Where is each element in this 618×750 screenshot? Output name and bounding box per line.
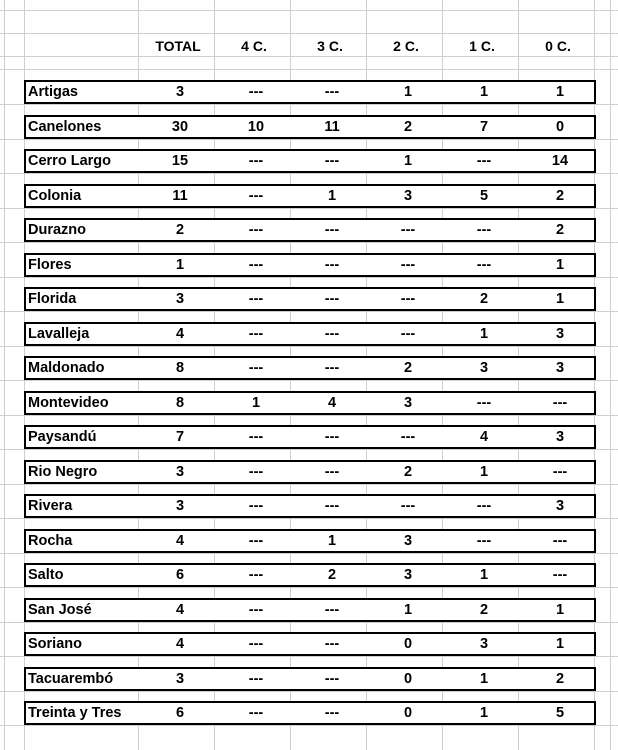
- table-row: [24, 218, 596, 242]
- department-name: Canelones: [28, 119, 102, 135]
- table-cell: 1: [327, 188, 337, 204]
- table-cell: 3: [555, 360, 565, 376]
- gridline-horizontal: [0, 56, 618, 57]
- table-cell: ---: [248, 567, 264, 583]
- table-row: [24, 667, 596, 691]
- table-cell: 3: [403, 188, 413, 204]
- table-cell: 0: [555, 119, 565, 135]
- table-cell: ---: [324, 429, 340, 445]
- table-cell: ---: [248, 291, 264, 307]
- table-cell: 4: [175, 602, 185, 618]
- table-cell: 1: [479, 567, 489, 583]
- table-row: [24, 322, 596, 346]
- table-cell: ---: [248, 636, 264, 652]
- table-row: [24, 115, 596, 139]
- table-cell: 2: [555, 188, 565, 204]
- header-row: [24, 36, 594, 56]
- department-name: San José: [28, 602, 92, 618]
- gridline-vertical: [4, 0, 5, 750]
- table-cell: 3: [175, 291, 185, 307]
- department-name: Cerro Largo: [28, 153, 111, 169]
- table-cell: ---: [248, 257, 264, 273]
- table-row: [24, 494, 596, 518]
- table-cell: 11: [172, 188, 188, 204]
- department-name: Salto: [28, 567, 64, 583]
- table-cell: 15: [171, 153, 189, 169]
- table-cell: 4: [175, 533, 185, 549]
- table-cell: 1: [403, 602, 413, 618]
- gridline-horizontal: [0, 242, 618, 243]
- table-cell: ---: [552, 567, 568, 583]
- header-1c: 1 C.: [469, 38, 495, 54]
- gridline-horizontal: [0, 380, 618, 381]
- table-cell: 1: [555, 291, 565, 307]
- department-name: Montevideo: [28, 395, 109, 411]
- gridline-horizontal: [0, 104, 618, 105]
- table-cell: 0: [403, 705, 413, 721]
- table-cell: ---: [324, 291, 340, 307]
- gridline-horizontal: [0, 656, 618, 657]
- table-cell: 2: [555, 671, 565, 687]
- department-name: Rocha: [28, 533, 73, 549]
- table-cell: ---: [476, 257, 492, 273]
- table-cell: 1: [403, 84, 413, 100]
- table-cell: 1: [555, 84, 565, 100]
- table-row: [24, 149, 596, 173]
- table-cell: 2: [403, 119, 413, 135]
- table-cell: ---: [324, 705, 340, 721]
- table-cell: 2: [403, 464, 413, 480]
- gridline-horizontal: [0, 449, 618, 450]
- table-cell: 1: [555, 257, 565, 273]
- table-cell: 4: [479, 429, 489, 445]
- table-row: [24, 80, 596, 104]
- gridline-horizontal: [0, 691, 618, 692]
- table-cell: 7: [175, 429, 185, 445]
- table-cell: ---: [248, 498, 264, 514]
- table-cell: ---: [476, 533, 492, 549]
- table-cell: 3: [555, 429, 565, 445]
- department-name: Artigas: [28, 84, 78, 100]
- table-cell: 1: [175, 257, 185, 273]
- table-cell: ---: [476, 222, 492, 238]
- table-cell: 11: [324, 119, 340, 135]
- table-cell: 5: [555, 705, 565, 721]
- department-name: Paysandú: [28, 429, 97, 445]
- table-cell: 4: [175, 326, 185, 342]
- table-cell: ---: [248, 429, 264, 445]
- table-cell: 3: [403, 395, 413, 411]
- table-cell: ---: [248, 326, 264, 342]
- table-cell: 1: [251, 395, 261, 411]
- table-cell: 4: [327, 395, 337, 411]
- table-cell: ---: [400, 257, 416, 273]
- table-cell: ---: [248, 464, 264, 480]
- table-cell: ---: [324, 360, 340, 376]
- table-cell: 30: [171, 119, 189, 135]
- gridline-horizontal: [0, 139, 618, 140]
- table-cell: ---: [552, 395, 568, 411]
- table-cell: 3: [403, 533, 413, 549]
- table-cell: 1: [479, 464, 489, 480]
- header-2c: 2 C.: [393, 38, 419, 54]
- table-row: [24, 701, 596, 725]
- table-cell: 2: [175, 222, 185, 238]
- table-cell: ---: [324, 498, 340, 514]
- table-cell: ---: [248, 533, 264, 549]
- gridline-horizontal: [0, 553, 618, 554]
- table-cell: 2: [555, 222, 565, 238]
- department-name: Lavalleja: [28, 326, 90, 342]
- table-cell: ---: [248, 602, 264, 618]
- table-cell: ---: [400, 498, 416, 514]
- gridline-horizontal: [0, 622, 618, 623]
- header-3c: 3 C.: [317, 38, 343, 54]
- table-cell: ---: [552, 533, 568, 549]
- table-cell: ---: [324, 602, 340, 618]
- table-cell: 3: [403, 567, 413, 583]
- gridline-horizontal: [0, 33, 618, 34]
- table-cell: 1: [327, 533, 337, 549]
- table-cell: 6: [175, 567, 185, 583]
- gridline-horizontal: [0, 587, 618, 588]
- department-name: Rivera: [28, 498, 73, 514]
- table-cell: ---: [400, 429, 416, 445]
- table-cell: ---: [324, 671, 340, 687]
- table-cell: 8: [175, 395, 185, 411]
- table-cell: ---: [324, 636, 340, 652]
- department-name: Maldonado: [28, 360, 105, 376]
- department-name: Florida: [28, 291, 77, 307]
- table-cell: ---: [248, 671, 264, 687]
- table-cell: ---: [552, 464, 568, 480]
- table-cell: 3: [175, 464, 185, 480]
- gridline-horizontal: [0, 69, 618, 70]
- table-cell: ---: [324, 84, 340, 100]
- table-cell: ---: [324, 464, 340, 480]
- table-cell: 8: [175, 360, 185, 376]
- table-cell: 3: [555, 498, 565, 514]
- table-cell: 0: [403, 636, 413, 652]
- header-0c: 0 C.: [545, 38, 571, 54]
- table-cell: 1: [479, 705, 489, 721]
- gridline-horizontal: [0, 311, 618, 312]
- table-cell: ---: [476, 395, 492, 411]
- table-row: [24, 425, 596, 449]
- table-cell: ---: [476, 153, 492, 169]
- gridline-horizontal: [0, 484, 618, 485]
- table-cell: ---: [400, 222, 416, 238]
- table-row: [24, 563, 596, 587]
- table-cell: 3: [175, 498, 185, 514]
- gridline-horizontal: [0, 10, 618, 11]
- table-cell: 3: [555, 326, 565, 342]
- table-cell: 4: [175, 636, 185, 652]
- table-cell: 1: [555, 636, 565, 652]
- gridline-horizontal: [0, 725, 618, 726]
- department-name: Rio Negro: [28, 464, 98, 480]
- table-cell: 2: [479, 291, 489, 307]
- table-row: [24, 253, 596, 277]
- table-row: [24, 529, 596, 553]
- gridline-horizontal: [0, 277, 618, 278]
- table-cell: 2: [403, 360, 413, 376]
- gridline-horizontal: [0, 173, 618, 174]
- gridline-vertical: [610, 0, 611, 750]
- table-cell: ---: [400, 326, 416, 342]
- table-cell: 3: [479, 360, 489, 376]
- table-row: [24, 287, 596, 311]
- table-cell: 7: [479, 119, 489, 135]
- table-row: [24, 391, 596, 415]
- table-row: [24, 356, 596, 380]
- table-row: [24, 184, 596, 208]
- table-cell: 10: [247, 119, 265, 135]
- table-row: [24, 632, 596, 656]
- table-row: [24, 460, 596, 484]
- table-cell: 3: [175, 84, 185, 100]
- table-cell: ---: [248, 188, 264, 204]
- table-cell: 0: [403, 671, 413, 687]
- department-name: Soriano: [28, 636, 82, 652]
- table-cell: ---: [248, 153, 264, 169]
- header-total: TOTAL: [155, 38, 201, 54]
- table-cell: ---: [324, 326, 340, 342]
- table-cell: 2: [327, 567, 337, 583]
- department-name: Treinta y Tres: [28, 705, 122, 721]
- table-row: [24, 598, 596, 622]
- table-cell: 2: [479, 602, 489, 618]
- header-4c: 4 C.: [241, 38, 267, 54]
- department-name: Durazno: [28, 222, 86, 238]
- department-name: Tacuarembó: [28, 671, 114, 687]
- department-name: Flores: [28, 257, 72, 273]
- table-cell: 3: [175, 671, 185, 687]
- gridline-horizontal: [0, 208, 618, 209]
- table-cell: ---: [324, 153, 340, 169]
- table-cell: ---: [476, 498, 492, 514]
- table-cell: 1: [403, 153, 413, 169]
- table-cell: 1: [479, 326, 489, 342]
- table-cell: ---: [324, 222, 340, 238]
- table-cell: ---: [400, 291, 416, 307]
- table-cell: 3: [479, 636, 489, 652]
- table-cell: ---: [248, 705, 264, 721]
- table-cell: 6: [175, 705, 185, 721]
- table-cell: 1: [479, 671, 489, 687]
- table-cell: ---: [324, 257, 340, 273]
- table-cell: 1: [555, 602, 565, 618]
- gridline-horizontal: [0, 518, 618, 519]
- table-cell: 1: [479, 84, 489, 100]
- table-cell: 14: [551, 153, 569, 169]
- gridline-horizontal: [0, 346, 618, 347]
- department-name: Colonia: [28, 188, 82, 204]
- table-cell: 5: [479, 188, 489, 204]
- table-cell: ---: [248, 360, 264, 376]
- gridline-horizontal: [0, 415, 618, 416]
- table-cell: ---: [248, 84, 264, 100]
- table-cell: ---: [248, 222, 264, 238]
